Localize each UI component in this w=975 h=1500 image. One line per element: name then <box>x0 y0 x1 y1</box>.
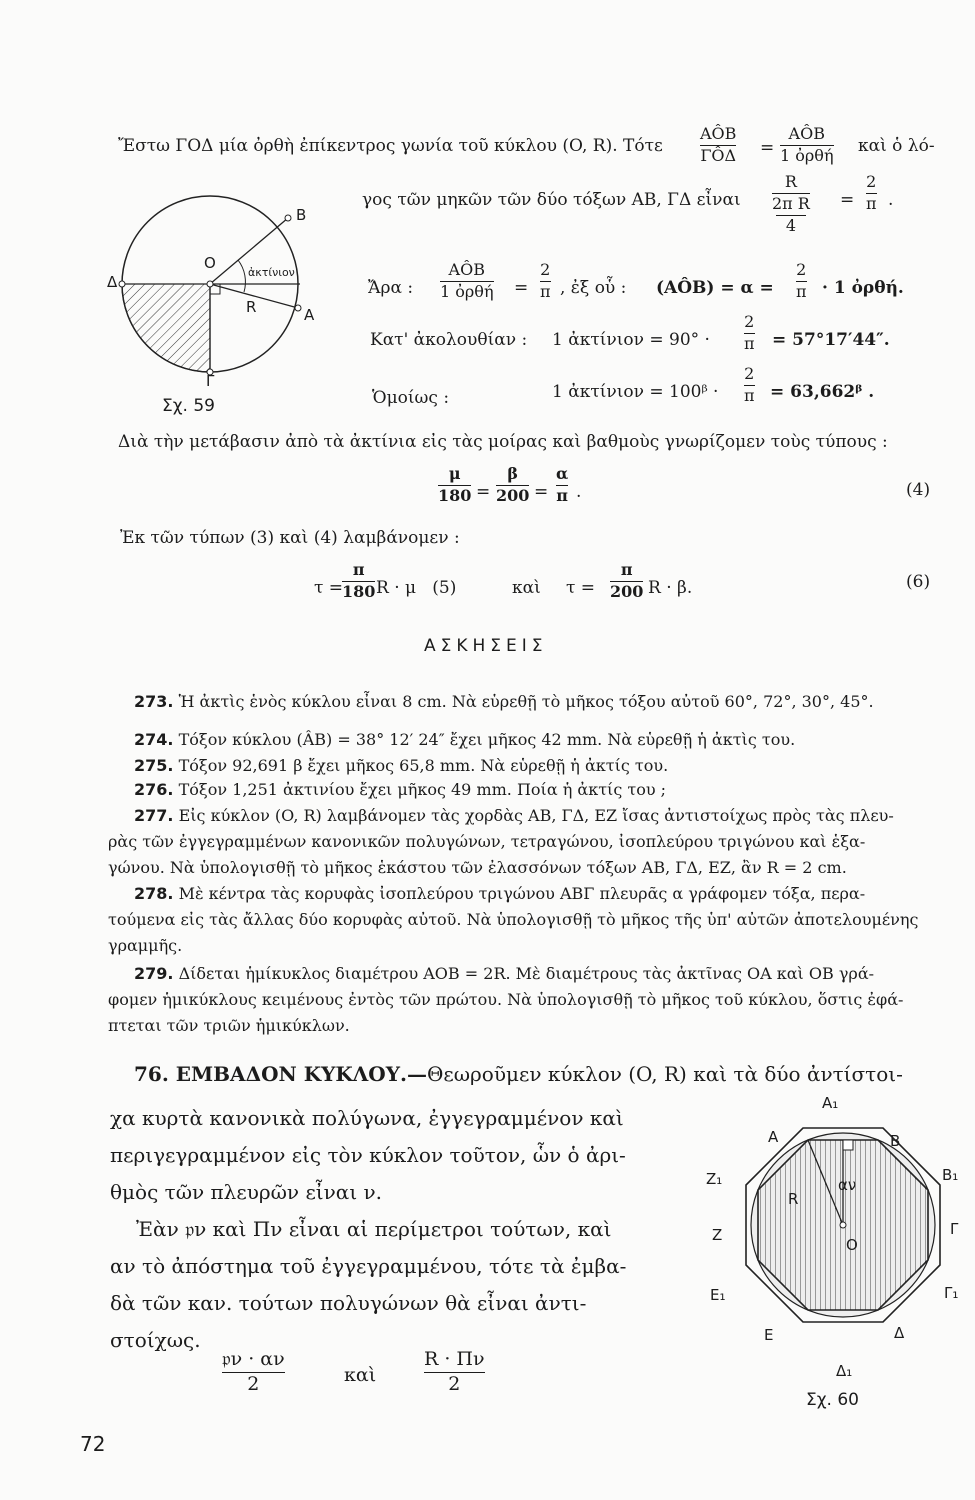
section-76-line-6: δὰ τῶν καν. τούτων πολυγώνων θὰ εἶναι ἀντι- <box>110 1291 587 1315</box>
fig60-label-e: E <box>764 1326 774 1344</box>
fig60-label-delta: Δ <box>894 1324 905 1342</box>
ara-frac-2: 2 π <box>540 260 551 301</box>
section-76-line-1: χα κυρτὰ κανονικὰ πολύγωνα, ἐγγεγραμμένον καὶ <box>110 1106 624 1130</box>
exercise-273: 273. Ἡ ἀκτὶς ἑνὸς κύκλου εἶναι 8 cm. Νὰ εὑρεθῇ τὸ μῆκος τόξου αὐτοῦ 60°, 72°, 30°, 45°. <box>134 692 874 711</box>
section-76-body <box>110 1100 670 1359</box>
section-76-line-5: αν τὸ ἀπόστημα τοῦ ἐγγεγραμμένου, τότε τὰ ἐμβα- <box>110 1254 627 1278</box>
intro-line-2: γος τῶν μηκῶν τῶν δύο τόξων ΑΒ, ΓΔ εἶναι <box>362 190 741 210</box>
conv-frac-beta: β 200 <box>496 464 530 505</box>
conv-eq-2: = <box>534 482 549 502</box>
intro-line-1: Ἔστω ΓΟΔ μία ὀρθὴ ἐπίκεντρος γωνία τοῦ κύκλου (O, R). Τότε <box>118 136 663 156</box>
fig59-label-a: A <box>304 306 315 324</box>
exercise-279-line-3: πτεται τῶν τριῶν ἡμικύκλων. <box>108 1016 350 1035</box>
ara-frac-1: AÔB 1 ὀρθή <box>440 260 494 301</box>
ara-mid: = <box>514 278 529 298</box>
fig59-label-gamma: Γ <box>206 372 215 390</box>
fig59-caption: Σχ. 59 <box>162 396 216 416</box>
ara-label: Ἄρα : <box>368 278 414 298</box>
conv-end: . <box>576 482 582 502</box>
section-76-title: 76. ΕΜΒΑΔΟΝ ΚΥΚΛΟΥ.— <box>134 1062 427 1086</box>
tau2-label: τ = <box>566 578 596 598</box>
ek-text: Ἐκ τῶν τύπων (3) καὶ (4) λαμβάνομεν : <box>120 528 460 548</box>
area-formula-kai: καὶ <box>344 1364 377 1386</box>
fig59-label-delta: Δ <box>107 273 118 291</box>
exercise-279-line-2: φομεν ἡμικύκλους κειμένους ἐντὸς τῶν πρώτου. Νὰ ὑπολογισθῇ τὸ μῆκος τοῦ κύκλου, ὅστις ἐφά- <box>108 990 904 1009</box>
tau-kai: καὶ <box>512 578 541 598</box>
fig60-label-gamma: Γ <box>950 1220 959 1238</box>
omoios-result: = 63,662ᵝ . <box>770 382 875 402</box>
exercise-276: 276. Τόξον 1,251 ἀκτινίου ἔχει μῆκος 49 mm. Ποία ἡ ἀκτίς του ; <box>134 780 667 799</box>
fig59-label-b: B <box>296 206 307 224</box>
omoios-label: Ὁμοίως : <box>372 388 450 408</box>
omoios-left: 1 ἀκτίνιον = 100ᵝ · <box>552 382 719 402</box>
conversion-text: Διὰ τὴν μετάβασιν ἀπὸ τὰ ἀκτίνια εἰς τὰς μοίρας καὶ βαθμοὺς γνωρίζομεν τοὺς τύπους : <box>118 432 888 452</box>
fig60-label-delta1: Δ₁ <box>836 1362 853 1380</box>
intro-tail: καὶ ὁ λό- <box>858 136 935 156</box>
exercise-277-line-3: γώνου. Νὰ ὑπολογισθῇ τὸ μῆκος ἑκάστου τῶν ἐλασσόνων τόξων ΑΒ, ΓΔ, ΕΖ, ἂν R = 2 cm. <box>108 858 847 877</box>
kat-frac: 2 π <box>744 312 755 353</box>
section-76-line-4: Ἐὰν 𝔭ν καὶ Πν εἶναι αἱ περίμετροι τούτων, καὶ <box>136 1217 612 1241</box>
intro-frac-4: 2 π <box>866 172 877 213</box>
tau1-rest: R · μ (5) <box>376 578 457 598</box>
fig60-label-r: R <box>788 1190 799 1208</box>
exercise-277-line-1: 277. Εἰς κύκλον (O, R) λαμβάνομεν τὰς χορδὰς ΑΒ, ΓΔ, ΕΖ ἴσας ἀντιστοίχως πρὸς τὰς πλευ- <box>134 806 894 825</box>
exercises-heading: ΑΣΚΗΣΕΙΣ <box>424 636 548 656</box>
exercise-279-line-1: 279. Δίδεται ἡμίκυκλος διαμέτρου ΑΟΒ = 2R. Μὲ διαμέτρους τὰς ἀκτῖνας ΟΑ καὶ ΟΒ γρά- <box>134 964 875 983</box>
section-76-line-7: στοίχως. <box>110 1328 201 1352</box>
intro-eq-2: = <box>840 190 855 210</box>
intro-frac-3: R 2π R 4 <box>772 172 810 235</box>
fig59-label-aktinion: ἀκτίνιον <box>248 266 295 279</box>
fig59-label-o: O <box>204 254 216 272</box>
area-formula-circumscribed: R · Πν 2 <box>424 1348 485 1395</box>
conv-eq-1: = <box>476 482 491 502</box>
fig60-label-a: A <box>768 1128 779 1146</box>
figure-59 <box>110 180 350 420</box>
tau1-label: τ = <box>314 578 344 598</box>
conv-number-6: (6) <box>906 572 931 592</box>
fig60-label-b: B <box>890 1132 901 1150</box>
conv-frac-mu: μ 180 <box>438 464 472 505</box>
exercise-278-line-2: τούμενα εἰς τὰς ἄλλας δύο κορυφὰς αὐτοῦ. Νὰ ὑπολογισθῇ τὸ μῆκος τῆς ὑπ' αὐτῶν ἀποτελουμένης <box>108 910 919 929</box>
kat-result: = 57°17′44″. <box>772 330 890 350</box>
fig60-label-apothem: αν <box>838 1176 857 1194</box>
tau2-rest: R · β. <box>648 578 693 598</box>
omoios-frac: 2 π <box>744 364 755 405</box>
intro-frac-2: AÔB 1 ὀρθή <box>780 124 834 165</box>
exercise-274: 274. Τόξον κύκλου (ÂB) = 38° 12′ 24″ ἔχει μῆκος 42 mm. Νὰ εὑρεθῇ ἡ ἀκτὶς του. <box>134 730 796 749</box>
conv-number-4: (4) <box>906 480 931 500</box>
kat-label: Κατ' ἀκολουθίαν : <box>370 330 528 350</box>
tau1-frac: π 180 <box>342 560 376 601</box>
figure-60 <box>720 1112 950 1372</box>
fig60-caption: Σχ. 60 <box>806 1390 860 1410</box>
ara-frac-3: 2 π <box>796 260 807 301</box>
exercise-277-line-2: ρὰς τῶν ἐγγεγραμμένων κανονικῶν πολυγώνων, τετραγώνου, ἰσοπλεύρου τριγώνου καὶ ἑξα- <box>108 832 866 851</box>
ara-result: (AÔB) = α = <box>656 278 774 298</box>
kat-left: 1 ἀκτίνιον = 90° · <box>552 330 710 350</box>
fig60-label-z: Z <box>712 1226 723 1244</box>
fig60-label-o: O <box>846 1236 858 1254</box>
tau2-frac: π 200 <box>610 560 644 601</box>
conv-frac-alpha: α π <box>556 464 569 505</box>
fig59-label-r: R <box>246 298 257 316</box>
ara-comma: , ἐξ οὗ : <box>560 278 627 298</box>
fig60-label-z1: Z₁ <box>706 1170 723 1188</box>
section-76-line-3: θμὸς τῶν πλευρῶν εἶναι ν. <box>110 1180 383 1204</box>
intro-eq: = <box>760 138 775 158</box>
exercise-278-line-1: 278. Μὲ κέντρα τὰς κορυφὰς ἰσοπλεύρου τριγώνου ΑΒΓ πλευρᾶς α γράφομεν τόξα, περα- <box>134 884 866 903</box>
area-formula-inscribed: 𝔭ν · αν 2 <box>222 1348 285 1395</box>
section-76-line-2: περιγεγραμμένον εἰς τὸν κύκλον τοῦτον, ὧν ὁ ἀρι- <box>110 1143 626 1167</box>
fig60-label-b1: B₁ <box>942 1166 959 1184</box>
section-76-first-line: 76. ΕΜΒΑΔΟΝ ΚΥΚΛΟΥ.—Θεωροῦμεν κύκλον (O, R) καὶ τὰ δύο ἀντίστοι- <box>134 1062 903 1086</box>
page-number: 72 <box>80 1432 106 1456</box>
fig60-label-gamma1: Γ₁ <box>944 1284 959 1302</box>
fig60-label-e1: E₁ <box>710 1286 726 1304</box>
fig60-label-a1: A₁ <box>822 1094 839 1112</box>
intro-frac-1: AÔB ΓÔΔ <box>700 124 737 165</box>
intro-period: . <box>888 190 894 210</box>
exercise-275: 275. Τόξον 92,691 β ἔχει μῆκος 65,8 mm. Νὰ εὑρεθῇ ἡ ἀκτίς του. <box>134 756 669 775</box>
ara-end: · 1 ὀρθή. <box>822 278 904 298</box>
exercise-278-line-3: γραμμῆς. <box>108 936 183 955</box>
